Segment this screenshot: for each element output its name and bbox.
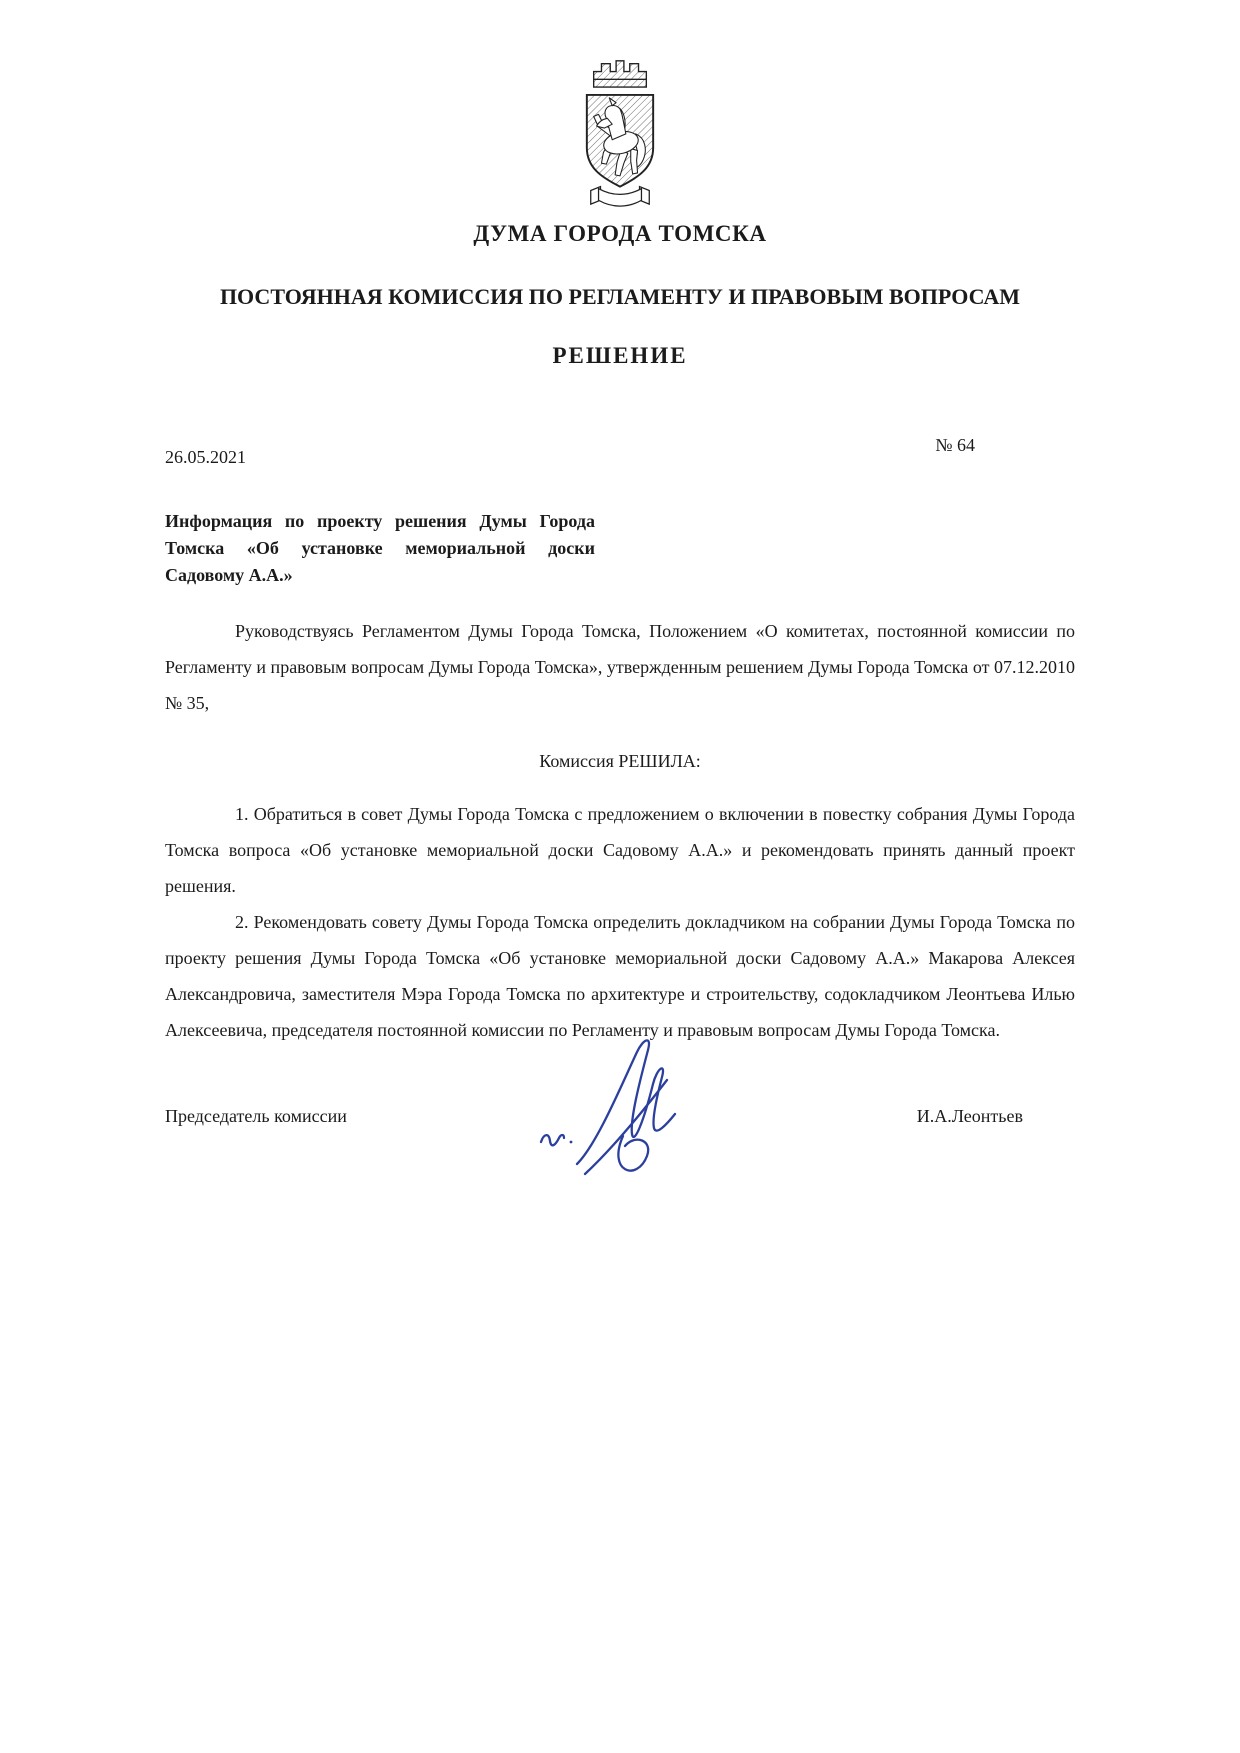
document-date: 26.05.2021 xyxy=(165,447,246,467)
resolution-item-1: 1. Обратиться в совет Думы Города Томска с предложением о включении в повестку собрания Думы Города Томска вопроса «Об установке мемориальной доски Садовому А.А.» и рекомендовать принять данный проект решения. xyxy=(165,804,1075,896)
preamble-paragraph: Руководствуясь Регламентом Думы Города Томска, Положением «О комитетах, постоянной комиссии по Регламенту и правовым вопросам Думы Города Томска», утвержденным решением Думы Города Томска от 07.12.2010 № 35, xyxy=(165,621,1075,713)
document-number: № 64 xyxy=(935,435,975,455)
coat-of-arms-icon xyxy=(165,52,1075,215)
signature-title: Председатель комиссии xyxy=(165,1106,347,1126)
document-meta-row xyxy=(165,435,1075,468)
document-type-heading: РЕШЕНИЕ xyxy=(552,343,688,368)
signature-block xyxy=(165,1106,1075,1127)
resolution-item-2: 2. Рекомендовать совету Думы Города Томска определить докладчиком на собрании Думы Города Томска по проекту решения Думы Города Томска «Об установке мемориальной доски Садовому А.А.» Макарова Алексея Александровича, заместителя Мэра Города Томска по архитектуре и строительству, содокладчиком Леонтьева Илью Алексеевича, председателя постоянной комиссии по Регламенту и правовым вопросам Думы Города Томска. xyxy=(165,912,1075,1040)
resolution-heading: Комиссия РЕШИЛА: xyxy=(539,751,701,771)
commission-name: ПОСТОЯННАЯ КОМИССИЯ ПО РЕГЛАМЕНТУ И ПРАВОВЫМ ВОПРОСАМ xyxy=(219,284,1021,309)
document-subject: Информация по проекту решения Думы Города Томска «Об установке мемориальной доски Садовому А.А.» xyxy=(165,511,595,585)
signatory-name: И.А.Леонтьев xyxy=(916,1106,1023,1126)
organization-name: ДУМА ГОРОДА ТОМСКА xyxy=(473,221,767,246)
tomsk-emblem-svg xyxy=(561,52,679,210)
